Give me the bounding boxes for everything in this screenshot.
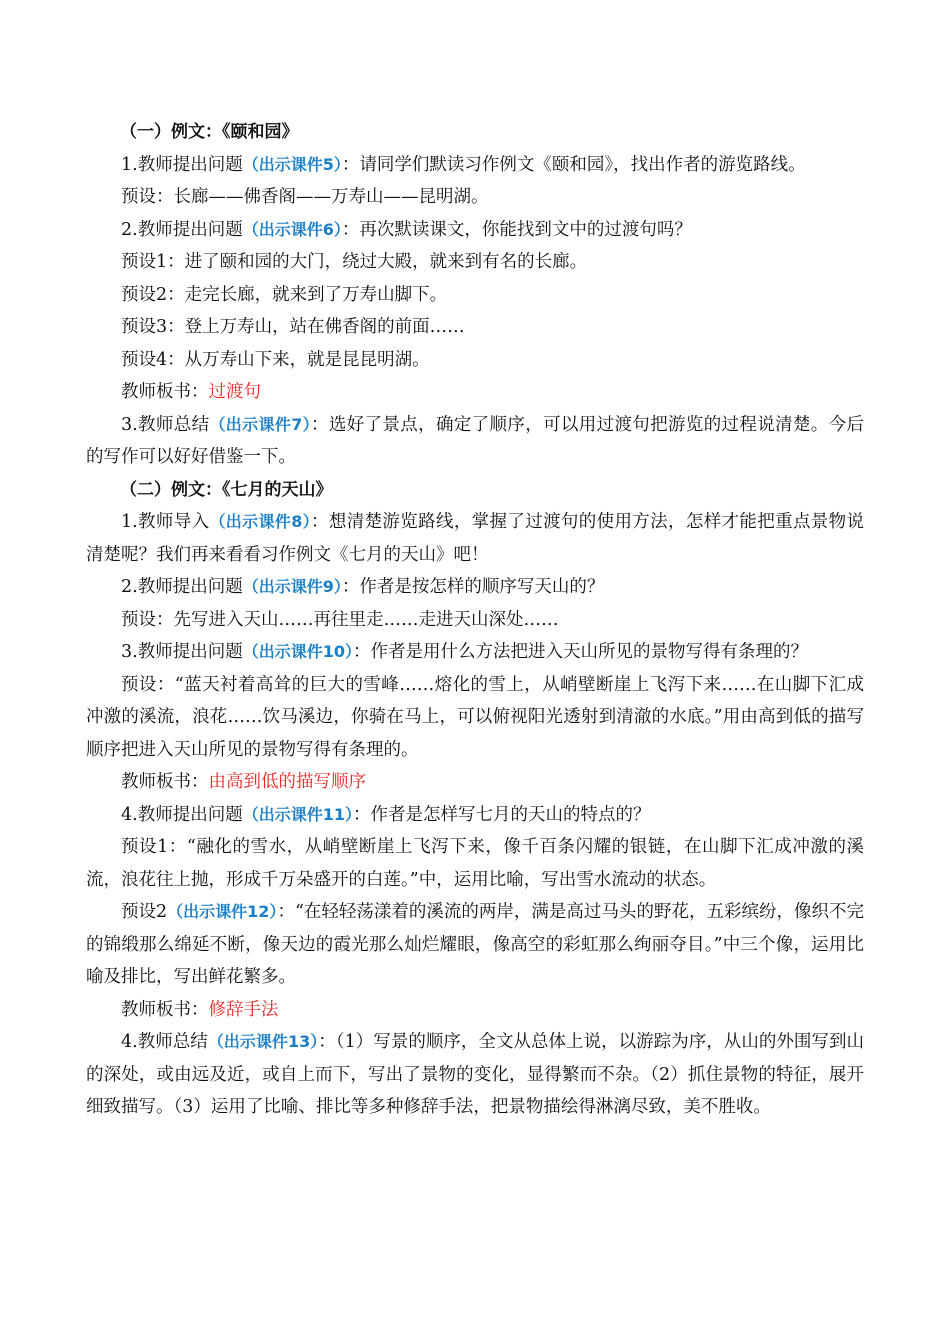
lesson-content [86,116,864,1124]
board-text: 修辞手法 [208,999,279,1020]
paragraph: 1.教师导入（出示课件8）：想清楚游览路线，掌握了过渡句的使用方法，怎样才能把重点景物说清楚呢？我们再来看看习作例文《七月的天山》吧！ [86,512,864,565]
board-text: 由高到低的描写顺序 [208,772,366,792]
paragraph: 预设：先写进入天山……再往里走……走进天山深处…… [121,609,559,630]
courseware-cue: （出示课件6） [242,219,342,239]
paragraph: 预设：“蓝天衬着高耸的巨大的雪峰……熔化的雪上，从峭壁断崖上飞泻下来……在山脚下汇成冲激的溪流，浪花……饮马溪边，你骑在马上，可以俯视阳光透射到清澈的水底。”用由高到低的描写顺序把进入天山所见的景物写得有条理的。 [86,674,864,760]
paragraph: 预设：长廊——佛香阁——万寿山——昆明湖。 [121,187,489,207]
paragraph: 预设3：登上万寿山，站在佛香阁的前面…… [121,317,465,337]
board-note: 教师板书：修辞手法 [121,999,279,1020]
paragraph: 预设2（出示课件12）：“在轻轻荡漾着的溪流的两岸，满是高过马头的野花，五彩缤纷，像织不完的锦缎那么绵延不断，像天边的霞光那么灿烂耀眼，像高空的彩虹那么绚丽夺目。”中三个像，运用比喻及排比，写出鲜花繁多。 [86,902,864,987]
paragraph: 预设1：“融化的雪水，从峭壁断崖上飞泻下来，像千百条闪耀的银链，在山脚下汇成冲激的溪流，浪花往上抛，形成千万朵盛开的白莲。”中，运用比喻，写出雪水流动的状态。 [86,837,864,890]
paragraph: 预设1：进了颐和园的大门，绕过大殿，就来到有名的长廊。 [121,252,588,272]
courseware-cue: （出示课件12） [167,902,278,921]
paragraph: 4.教师总结（出示课件13）：（1）写景的顺序，全文从总体上说，以游踪为序，从山的外围写到山的深处，或由远及近，或自上而下，写出了景物的变化，显得繁而不杂。（2）抓住景物的特征，展开细致描写。（3）运用了比喻、排比等多种修辞手法，把景物描绘得淋漓尽致，美不胜收。 [86,1032,864,1117]
paragraph: 4.教师提出问题（出示课件11）：作者是怎样写七月的天山的特点的？ [121,804,651,825]
paragraph: 1.教师提出问题（出示课件5）：请同学们默读习作例文《颐和园》，找出作者的游览路线。 [121,154,806,175]
section-heading-yiheyuan: （一）例文：《颐和园》 [120,122,299,142]
courseware-cue: （出示课件10） [242,642,353,661]
board-text: 过渡句 [208,382,261,402]
paragraph: 预设2：走完长廊，就来到了万寿山脚下。 [121,284,448,305]
paragraph: 3.教师提出问题（出示课件10）：作者是用什么方法把进入天山所见的景物写得有条理的？ [121,642,808,662]
courseware-cue: （出示课件11） [242,804,353,824]
board-note: 教师板书：由高到低的描写顺序 [121,772,366,792]
courseware-cue: （出示课件7） [209,414,312,434]
courseware-cue: （出示课件5） [242,154,342,174]
board-note: 教师板书：过渡句 [121,382,261,402]
paragraph: 预设4：从万寿山下来，就是昆昆明湖。 [121,349,430,370]
paragraph: 2.教师提出问题（出示课件9）：作者是按怎样的顺序写天山的？ [121,577,605,597]
section-heading-tianshan: （二）例文：《七月的天山》 [120,479,333,500]
paragraph: 3.教师总结（出示课件7）：选好了景点，确定了顺序，可以用过渡句把游览的过程说清楚。今后的写作可以好好借鉴一下。 [86,414,864,467]
courseware-cue: （出示课件13） [207,1032,319,1051]
courseware-cue: （出示课件9） [242,577,342,596]
courseware-cue: （出示课件8） [209,512,312,531]
paragraph: 2.教师提出问题（出示课件6）：再次默读课文，你能找到文中的过渡句吗？ [121,219,692,240]
